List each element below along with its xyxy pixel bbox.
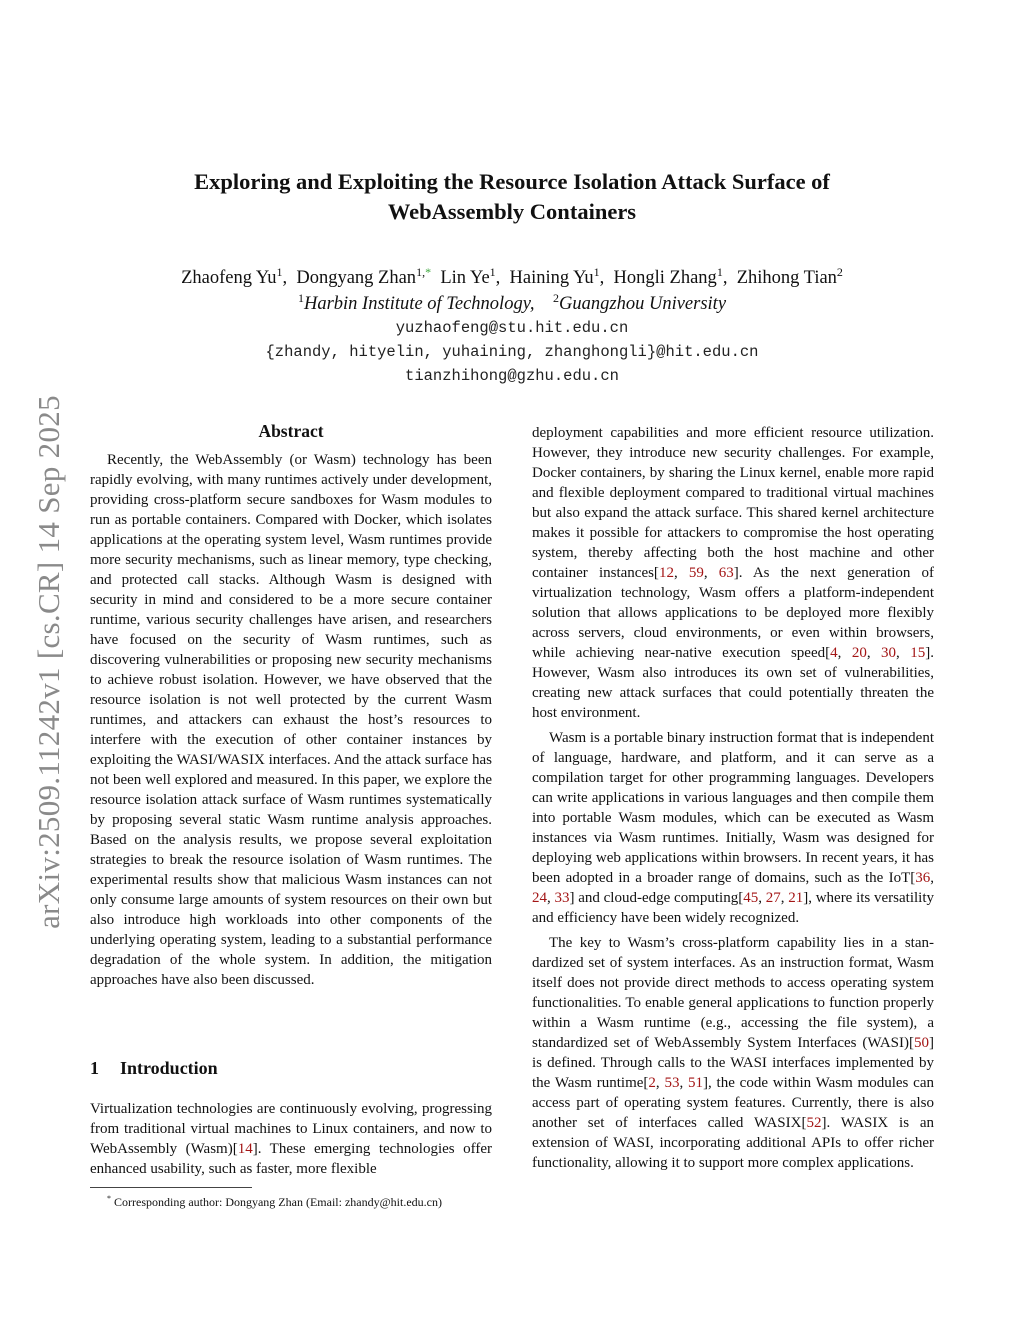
- text-run: ]. As the next generation of virtualization technology, Wasm offers a platform-independent solution that allows applications to be deployed more flexibly across servers, cloud environments, or even within browsers, while achieving near-native execution speed[: [532, 565, 935, 661]
- citation-link[interactable]: 27: [765, 890, 781, 906]
- footnote-rule: [90, 1187, 252, 1188]
- citation-link[interactable]: 4: [830, 645, 838, 661]
- text-run: ,: [673, 565, 689, 581]
- author-list: Zhaofeng Yu$^1$, Dongyang Zhan$^{1,*}$ Lin Ye$^1$, Haining Yu$^1$, Hongli Zhang$^1$, Zhihong Tian$^2$: [181, 265, 843, 288]
- citation-link[interactable]: 24: [532, 890, 547, 906]
- text-run: ,: [930, 870, 934, 886]
- body-paragraph: [532, 933, 934, 1173]
- email-line: yuzhaofeng@stu.hit.edu.cn: [395, 319, 629, 337]
- text-run: Wasm is a portable binary instruction format that is independent of language, hardware, and platform, and it can serve as a compilation target for other programming languages. Developers can write applications in various languages and then compile them into portable Wasm modules, which can be executed as Wasm instances via Wasm runtimes. Initially, Wasm was designed for deploying web applications within browsers. In recent years, it has been adopted in a broader range of domains, such as the IoT[: [532, 730, 934, 886]
- body-paragraph: [532, 423, 934, 723]
- abstract-heading: Abstract: [258, 421, 324, 441]
- affiliations: $^1$Harbin Institute of Technology, $^2$Guangzhou University: [297, 291, 727, 314]
- text-run: ]. WASIX is an extension of WASI, incorporating additional APIs to offer richer functionality, allowing it to support more complex applications.: [532, 1115, 934, 1171]
- arxiv-stamp-text: arXiv:2509.11242v1 [cs.CR] 14 Sep 2025: [31, 395, 66, 929]
- citation-link[interactable]: 45: [743, 890, 759, 906]
- text-run: ]. However, Wasm also introduces its own set of vulnerabilities, creating new attack surfaces that could potentially threaten the host environment.: [532, 645, 935, 721]
- citation-link[interactable]: 30: [881, 645, 897, 661]
- intro-body: [90, 1099, 492, 1179]
- text-run: ] is defined. Through calls to the WASI interfaces implemented by the Wasm runtime[: [532, 1035, 934, 1091]
- citation-link[interactable]: 36: [915, 870, 931, 886]
- email-line: {zhandy, hityelin, yuhaining, zhanghongli}@hit.edu.cn: [265, 343, 759, 361]
- abstract-body: [90, 450, 492, 990]
- text-run: ]. These emerging technologies offer enhanced usability, such as faster, more flexible: [90, 1141, 492, 1177]
- body-paragraph: [532, 728, 934, 928]
- text-run: ] and cloud-edge computing[: [569, 890, 744, 906]
- text-run: ], where its versatility and efficiency have been widely recognized.: [532, 890, 934, 926]
- abstract-paragraph: Recently, the WebAssembly (or Wasm) technology has been rapidly evolving, with many runtimes actively under development, providing cross-platform secure sandboxes for Wasm modules to run as portable containers. Compared with Docker, which isolates applications at the operating system level, Wasm runtimes provide more security mechanisms, such as linear memory, type checking, and protected call stacks. Although Wasm is designed with security in mind and considered to be a more secure container runtime, various security challenges have arisen, and researchers have focused on the security of Wasm runtimes, such as discovering vulnerabilities or proposing new security mechanisms to achieve robust isolation. However, we have observed that the resource isolation is not well protected by the current Wasm runtimes, and attackers can exhaust the host’s resources to interfere with the execution of other container instances by exploiting the WASI/WASIX interfaces. And the attack surface has not been well explored and measured. In this paper, we explore the resource isolation attack surface of Wasm runtimes systematically by proposing several static Wasm runtime analysis approaches. Based on the analysis results, we propose several exploitation strategies to break the resource isolation of Wasm runtimes. The experimental results show that malicious Wasm instances can not only consume large amounts of system resources on their own but also introduce high workloads into other components of the underlying operating system, leading to a substantial performance degradation of the whole system. In addition, the mitigation approaches have also been discussed.: [90, 452, 492, 988]
- text-run: ,: [837, 645, 852, 661]
- corresponding-author-mark: *: [425, 265, 432, 279]
- title-line-2: WebAssembly Containers: [387, 199, 637, 224]
- title-line-1: Exploring and Exploiting the Resource Isolation Attack Surface of: [194, 169, 830, 194]
- author: Dongyang Zhan$^{1,*}$: [296, 265, 432, 288]
- citation-link[interactable]: 2: [648, 1075, 656, 1091]
- author: Zhaofeng Yu$^1$: [181, 265, 283, 288]
- citation-link[interactable]: 20: [851, 645, 867, 661]
- intro-paragraph: [90, 1099, 492, 1179]
- citation-link[interactable]: 51: [688, 1075, 704, 1091]
- footnote-text: Corresponding author: Dongyang Zhan (Email: zhandy@hit.edu.cn): [114, 1195, 442, 1209]
- text-run: ,: [547, 890, 555, 906]
- text-run: deployment capabilities and more efficient resource utilization. However, they introduce new security challenges. For example, Docker containers, by sharing the Linux kernel, enable more rapid and flexible deployment compared to traditional virtual machines but also expand the attack surface. This shared kernel architecture makes it possible for attackers to compromise the host operating system, thereby affecting both the host machine and other container instances[: [532, 425, 934, 581]
- text-run: ,: [703, 565, 719, 581]
- author: Haining Yu$^1$: [509, 265, 600, 288]
- citation-link[interactable]: 12: [658, 565, 674, 581]
- citation-link[interactable]: 33: [554, 890, 570, 906]
- citation-link[interactable]: 21: [788, 890, 804, 906]
- email-line: tianzhihong@gzhu.edu.cn: [405, 367, 619, 385]
- citation-link[interactable]: 15: [910, 645, 926, 661]
- text-run: ,: [780, 890, 789, 906]
- text-run: ,: [679, 1075, 689, 1091]
- footnote: [90, 1191, 492, 1210]
- text-run: ,: [896, 645, 911, 661]
- section-heading-introduction: [90, 1058, 218, 1079]
- citation-link[interactable]: 14: [237, 1141, 253, 1157]
- author: Hongli Zhang$^1$: [613, 265, 723, 288]
- paper-title: [100, 167, 924, 227]
- author: Zhihong Tian$^2$: [736, 265, 843, 288]
- footnote-mark: *: [107, 1194, 111, 1203]
- text-run: ,: [655, 1075, 665, 1091]
- section-title: Introduction: [120, 1058, 218, 1078]
- citation-link[interactable]: 63: [718, 565, 734, 581]
- affiliation: Guangzhou University: [559, 294, 727, 314]
- section-number: 1: [90, 1058, 99, 1078]
- author: Lin Ye$^1$: [440, 265, 496, 288]
- text-run: ,: [866, 645, 882, 661]
- text-run: ,: [758, 890, 766, 906]
- text-run: The key to Wasm’s cross-platform capability lies in a standardized set of system interfaces. As an instruction format, Wasm itself does not provide direct methods to access operating system functionalities. To enable general applications to function properly within a Wasm runtime (e.g., accessing the file system), a standardized set of WebAssembly System Interfaces (WASI)[: [532, 935, 934, 1051]
- citation-link[interactable]: 52: [806, 1115, 822, 1131]
- right-column: [532, 423, 934, 1173]
- text-run: Virtualization technologies are continuously evolving, progressing from traditional virtual machines to Linux containers, and now to WebAssembly (Wasm)[: [90, 1101, 492, 1157]
- citation-link[interactable]: 53: [664, 1075, 680, 1091]
- affiliation: Harbin Institute of Technology,: [303, 294, 535, 314]
- text-run: ], the code within Wasm modules can access part of operating system features. Currently, there is also another set of interfaces called WASIX[: [532, 1075, 935, 1131]
- citation-link[interactable]: 59: [688, 565, 704, 581]
- citation-link[interactable]: 50: [914, 1035, 929, 1051]
